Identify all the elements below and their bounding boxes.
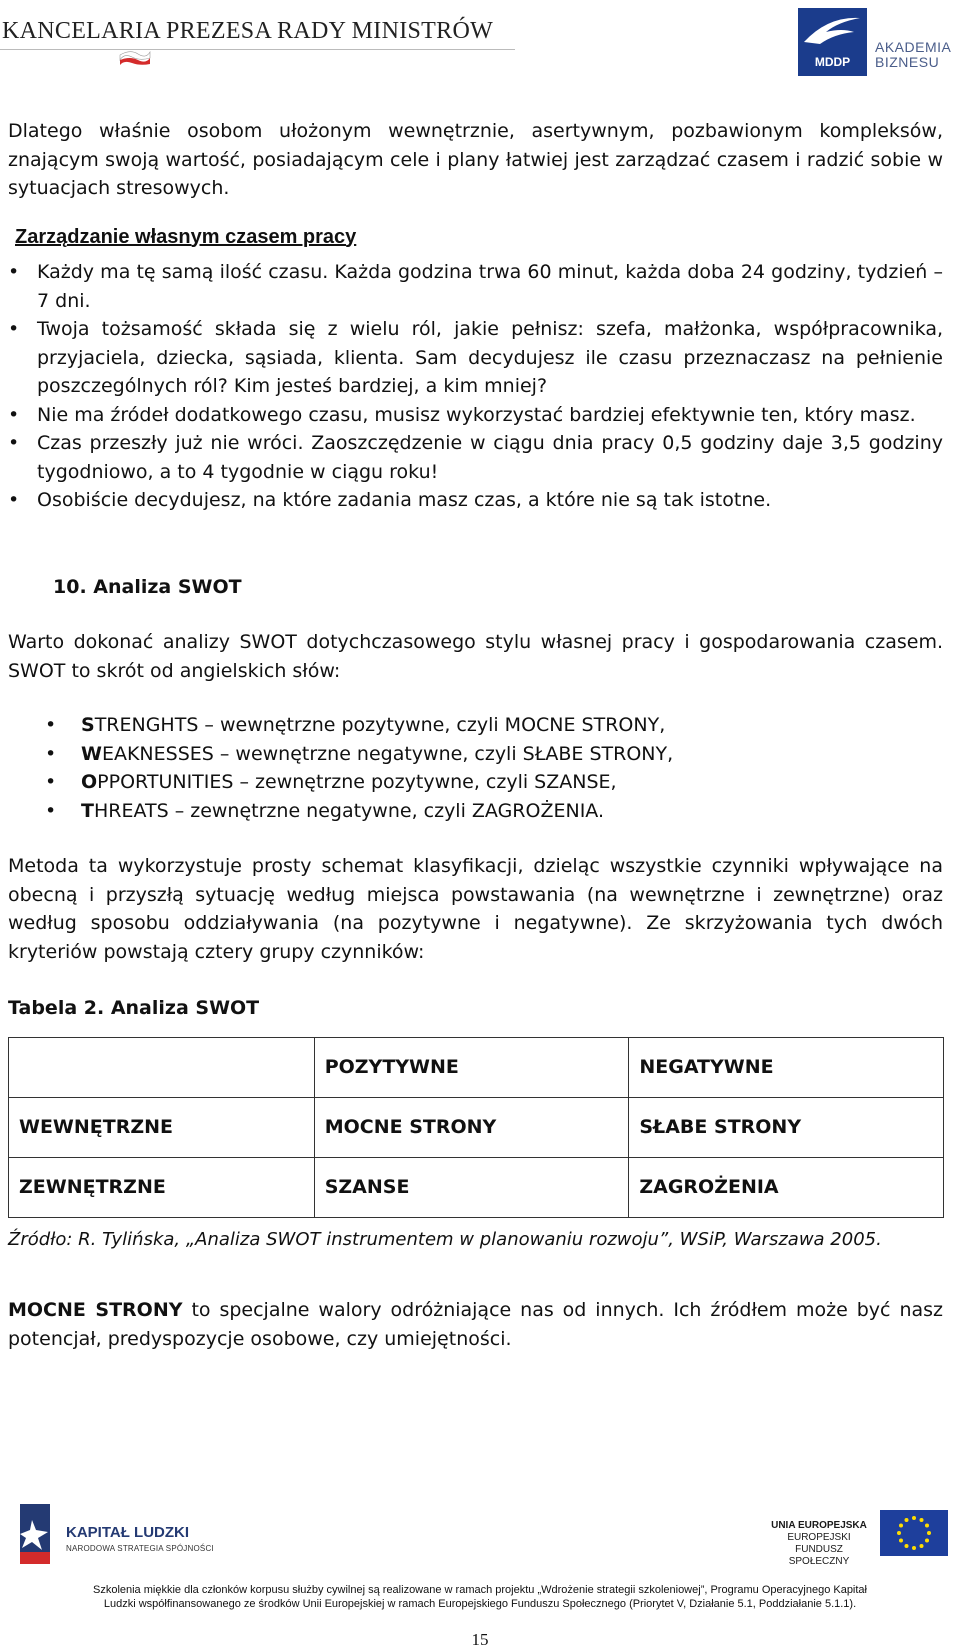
list-item: • Każdy ma tę samą ilość czasu. Każda godzina trwa 60 minut, każda doba 24 godziny, tydzień – 7 dni. xyxy=(8,258,943,315)
eu-line: FUNDUSZ SPOŁECZNY xyxy=(788,1544,850,1567)
swot-initial: T xyxy=(81,799,94,822)
table-source: Źródło: R. Tylińska, „Analiza SWOT instrumentem w planowaniu rozwoju”, WSiP, Warszawa 2005. xyxy=(8,1228,882,1250)
swot-intro: Warto dokonać analizy SWOT dotychczasowego stylu własnej pracy i gospodarowania czasem. SWOT to skrót od angielskich słów: xyxy=(8,631,943,682)
mddp-logo xyxy=(798,8,867,76)
bird-icon xyxy=(798,8,867,58)
document-body xyxy=(8,117,943,1353)
swot-text: HREATS – zewnętrzne negatywne, czyli ZAGROŻENIA. xyxy=(93,799,605,822)
page-number: 15 xyxy=(471,1630,489,1649)
footer-logos xyxy=(0,1490,960,1570)
table-cell: NEGATYWNE xyxy=(629,1037,944,1097)
swot-text: EAKNESSES – wewnętrzne negatywne, czyli SŁABE STRONY, xyxy=(101,742,674,765)
swot-section-title: 10. Analiza SWOT xyxy=(53,575,242,598)
footer-note-line: Ludzki współfinansowanego ze środków Unii Europejskiej w ramach Europejskiego Funduszu Społecznego (Priorytet V, Działanie 5.1, Poddziałanie 5.1.1). xyxy=(103,1598,857,1610)
table-caption: Tabela 2. Analiza SWOT xyxy=(8,997,260,1019)
intro-paragraph: Dlatego właśnie osobom ułożonym wewnętrznie, asertywnym, pozbawionym kompleksów, znającym swoją wartość, posiadającym cele i plany łatwiej jest zarządzać czasem i radzić sobie w sytuacjach stresowych. xyxy=(8,120,943,199)
swot-item xyxy=(8,768,943,797)
strengths-term: MOCNE STRONY xyxy=(8,1299,183,1321)
list-item: • Nie ma źródeł dodatkowego czasu, musisz wykorzystać bardziej efektywnie ten, który masz. xyxy=(8,401,943,430)
table-row xyxy=(9,1097,944,1157)
list-item: • Osobiście decydujesz, na które zadania masz czas, a które nie są tak istotne. xyxy=(8,486,943,515)
swot-list xyxy=(8,711,943,825)
list-item: • Twoja tożsamość składa się z wielu ról, jakie pełnisz: szefa, małżonka, współpracownika, przyjaciela, dziecka, sąsiada, klienta. Sam decydujesz ile czasu przeznaczasz na pełnienie poszczególnych ról? Kim jesteś bardziej, a kim mniej? xyxy=(8,315,943,401)
header-rule xyxy=(0,49,515,50)
strengths-text: to specjalne walory odróżniające nas od innych. Ich źródłem może być nasz potencjał, predyspozycje osobowe, czy umiejętności. xyxy=(8,1299,943,1350)
table-cell: SŁABE STRONY xyxy=(629,1097,944,1157)
list-item: • Czas przeszły już nie wróci. Zaoszczędzenie w ciągu dnia pracy 0,5 godziny daje 3,5 godziny tygodniowo, a to 4 tygodnie w ciągu roku! xyxy=(8,429,943,486)
swot-item xyxy=(8,797,943,826)
table-cell: WEWNĘTRZNE xyxy=(9,1097,315,1157)
eu-line: EUROPEJSKI xyxy=(787,1532,851,1543)
institution-name: KANCELARIA PREZESA RADY MINISTRÓW xyxy=(2,18,494,44)
page-header xyxy=(0,0,960,90)
footer-note xyxy=(0,1583,960,1611)
akademia-biznesu-logo xyxy=(875,40,951,70)
table-row xyxy=(9,1157,944,1217)
swot-initial: W xyxy=(81,742,102,765)
method-paragraph: Metoda ta wykorzystuje prosty schemat klasyfikacji, dzieląc wszystkie czynniki wpływające na obecną i przyszłą sytuację według miejsca powstawania (na wewnętrzne i zewnętrzne) oraz według sposobu oddziaływania (na pozytywne i negatywne). Ze skrzyżowania tych dwóch kryteriów powstają cztery grupy czynników: xyxy=(8,855,943,963)
table-cell: SZANSE xyxy=(314,1157,629,1217)
swot-text: TRENGHTS – wewnętrzne pozytywne, czyli MOCNE STRONY, xyxy=(94,714,666,736)
table-cell: ZAGROŻENIA xyxy=(629,1157,944,1217)
kl-subtitle: NARODOWA STRATEGIA SPÓJNOŚCI xyxy=(66,1544,214,1553)
biznesu-line: BIZNESU xyxy=(875,54,940,70)
swot-text: PPORTUNITIES – zewnętrzne pozytywne, czyli SZANSE, xyxy=(97,771,617,793)
eu-caption xyxy=(764,1520,874,1568)
kapital-ludzki-logo-icon xyxy=(18,1504,52,1564)
swot-initial: S xyxy=(81,714,95,736)
mddp-label: MDDP xyxy=(814,55,851,69)
eu-flag-icon xyxy=(880,1510,948,1556)
strengths-paragraph xyxy=(8,1296,943,1353)
swot-table xyxy=(8,1037,944,1218)
table-cell xyxy=(9,1037,315,1097)
table-cell: ZEWNĘTRZNE xyxy=(9,1157,315,1217)
table-cell: MOCNE STRONY xyxy=(314,1097,629,1157)
table-cell: POZYTYWNE xyxy=(314,1037,629,1097)
swot-initial: O xyxy=(81,771,98,793)
time-section-heading: Zarządzanie własnym czasem pracy xyxy=(15,225,357,248)
footer-note-line: Szkolenia miękkie dla członków korpusu służby cywilnej są realizowane w ramach projektu „Wdrożenie strategii szkoleniowej”, Programu Operacyjnego Kapitał xyxy=(92,1584,867,1596)
akademia-line: AKADEMIA xyxy=(875,39,952,55)
kl-title: KAPITAŁ LUDZKI xyxy=(66,1524,190,1541)
time-bullets xyxy=(8,258,943,515)
swot-item xyxy=(8,711,943,740)
flag-emblem-icon xyxy=(118,46,152,66)
table-header-row xyxy=(9,1037,944,1097)
swot-item xyxy=(8,740,943,769)
eu-line: UNIA EUROPEJSKA xyxy=(771,1520,867,1531)
